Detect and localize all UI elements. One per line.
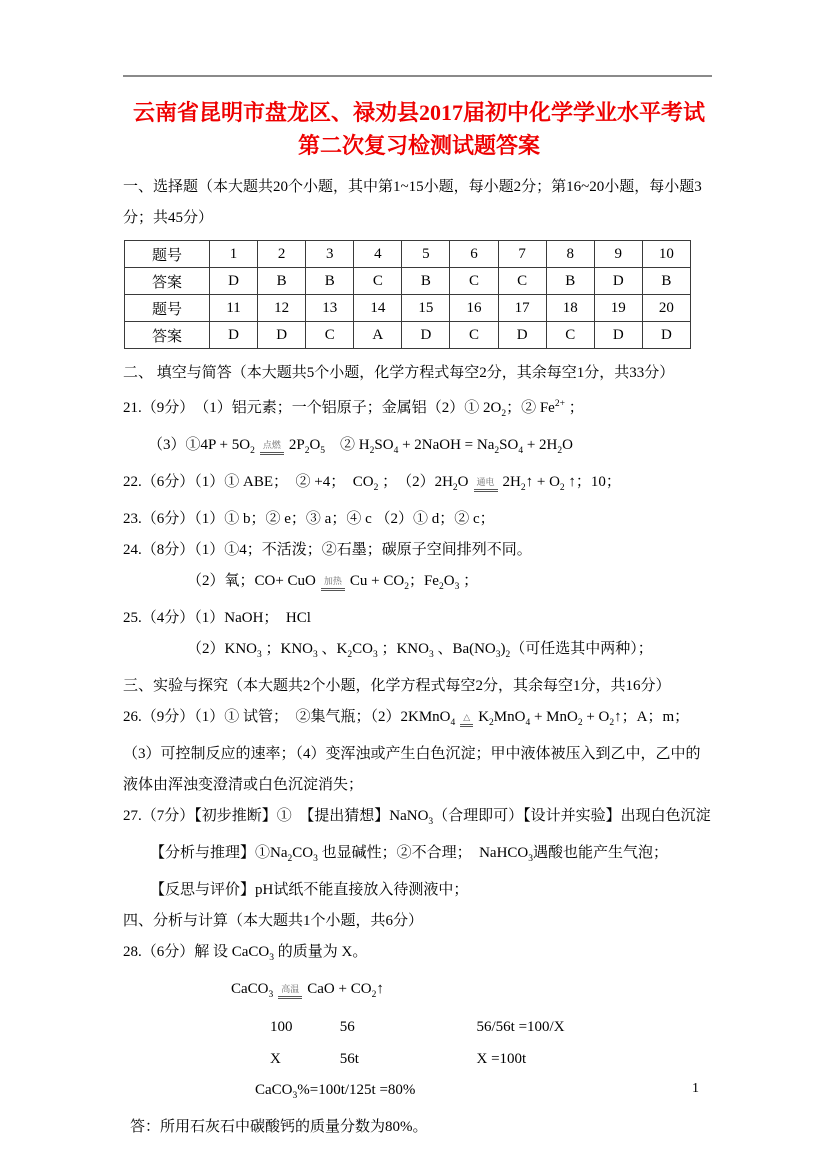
answer-line-27-3 (123, 875, 715, 906)
answer-cell: 3 (306, 241, 354, 268)
answer-cell: B (258, 268, 306, 295)
answer-line-23 (123, 504, 715, 535)
answer-cell: D (594, 268, 642, 295)
answer-cell: 5 (402, 241, 450, 268)
table-row (125, 241, 691, 268)
text-segment: ；② Fe (506, 400, 555, 416)
text-segment: Cu + CO (349, 573, 405, 589)
answer-line-22 (123, 467, 715, 504)
answer-cell: 14 (354, 295, 402, 322)
answer-line-26-3 (123, 739, 715, 801)
answer-cell: 11 (210, 295, 258, 322)
answer-cell: 17 (498, 295, 546, 322)
subscript: 2 (371, 990, 377, 1000)
answer-cell: 13 (306, 295, 354, 322)
section-one-header: 一、选择题（本大题共20个小题，其中第1~15小题，每小题2分；第16~20小题，每小题3分；共45分） (123, 179, 702, 226)
subscript: 2 (369, 446, 375, 456)
answer-line-27-2 (123, 838, 715, 875)
subscript: 3 (495, 650, 501, 660)
answer-line-25-2 (123, 634, 715, 671)
subscript: 2 (287, 854, 293, 864)
subscript: 2 (347, 650, 353, 660)
subscript: 3 (454, 582, 460, 592)
row-header-cell: 答案 (125, 268, 210, 295)
answer-cell: D (642, 322, 690, 349)
answer-cell: 6 (450, 241, 498, 268)
answer-line-28-final (123, 1112, 715, 1143)
reaction-condition: △ (460, 712, 473, 727)
text-segment: 21.（9分） （1）铝元素；一个铝原子；金属铝（2）① 2O (123, 400, 502, 416)
answer-line-27-1 (123, 801, 715, 838)
text-segment: ；KNO (377, 641, 429, 657)
text-segment: + 2NaOH = Na (398, 437, 495, 453)
answer-cell: 4 (354, 241, 402, 268)
calc-unknown-x: X (270, 1051, 281, 1067)
answer-cell: C (498, 268, 546, 295)
subscript: 4 (518, 446, 524, 456)
answer-cell: 7 (498, 241, 546, 268)
text-segment: CaO + CO (307, 981, 372, 997)
subscript: 3 (268, 990, 274, 1000)
text-segment: 22.（6分）（1）① ABE； ② +4； CO (123, 474, 374, 490)
text-segment: K (478, 709, 490, 725)
row-header-cell: 答案 (125, 322, 210, 349)
text-segment: ) (500, 641, 506, 657)
answer-table-body (125, 241, 691, 349)
answer-cell: D (498, 322, 546, 349)
subscript: 3 (257, 650, 262, 660)
text-segment: O (443, 573, 455, 589)
text-segment: （2）KNO (187, 641, 257, 657)
subscript: 2 (304, 446, 310, 456)
answer-cell: D (402, 322, 450, 349)
text-segment: ↑ (376, 981, 384, 997)
subscript: 2 (505, 650, 511, 660)
reaction-condition: 点燃 (260, 440, 284, 455)
answer-cell: 20 (642, 295, 690, 322)
answer-cell: D (258, 322, 306, 349)
document-title: 云南省昆明市盘龙区、禄劝县2017届初中化学学业水平考试第二次复习检测试题答案 (132, 100, 705, 158)
superscript: 2+ (554, 399, 565, 409)
text-segment: 【分析与推理】①Na (150, 845, 288, 861)
text-segment: SO (499, 437, 519, 453)
text-segment: （3）①4P + 5O (148, 437, 251, 453)
answer-line-25-1 (123, 603, 715, 634)
text-segment: 的质量为 X。 (274, 944, 368, 960)
page-number: 1 (692, 1081, 699, 1096)
answer-cell: 18 (546, 295, 594, 322)
text-segment: CO (352, 641, 373, 657)
text-segment: SO (374, 437, 394, 453)
answer-cell: 16 (450, 295, 498, 322)
subscript: 2 (520, 483, 526, 493)
subscript: 2 (250, 446, 255, 456)
reaction-condition: 高温 (278, 984, 302, 999)
table-row (125, 268, 691, 295)
answer-cell: C (450, 322, 498, 349)
answer-cell: 1 (210, 241, 258, 268)
text-segment: （合理即可）【设计并实验】出现白色沉淀 (433, 808, 711, 824)
answer-line-28-percent (123, 1075, 715, 1112)
answer-cell: C (450, 268, 498, 295)
answer-cell: 12 (258, 295, 306, 322)
text-segment: 、K (317, 641, 348, 657)
subscript: 2 (559, 483, 565, 493)
answer-cell: D (210, 322, 258, 349)
answer-cell: C (306, 322, 354, 349)
calc-mass-cao: 56t (339, 1051, 359, 1067)
text-segment: + MnO (530, 709, 578, 725)
answer-table (124, 240, 691, 349)
text-segment: （2）氧；CO+ CuO (187, 573, 316, 589)
subscript: 2 (438, 582, 444, 592)
subscript: 3 (372, 650, 378, 660)
subscript: 2 (452, 483, 458, 493)
reaction-condition: 加热 (321, 576, 345, 591)
text-segment: O (309, 437, 321, 453)
text-segment: ； (459, 573, 479, 589)
text-segment: ↑ + O (525, 474, 560, 490)
calc-row-unknown (123, 1043, 715, 1075)
row-header-cell: 题号 (125, 241, 210, 268)
answer-cell: 19 (594, 295, 642, 322)
answer-cell: 10 (642, 241, 690, 268)
table-row (125, 322, 691, 349)
page-header-rule (123, 75, 712, 77)
subscript: 2 (404, 582, 409, 592)
answer-cell: D (594, 322, 642, 349)
subscript: 2 (577, 718, 583, 728)
text-segment: 答：所用石灰石中碳酸钙的质量分数为80%。 (130, 1119, 428, 1135)
calc-row-molar (123, 1011, 715, 1043)
section-four-header: 四、分析与计算（本大题共1个小题，共6分） (123, 913, 424, 929)
answer-cell: B (402, 268, 450, 295)
subscript: 3 (269, 953, 275, 963)
subscript: 4 (393, 446, 399, 456)
answer-cell: 15 (402, 295, 450, 322)
subscript: 5 (320, 446, 326, 456)
reaction-condition: 通电 (474, 477, 498, 492)
subscript: 2 (557, 446, 563, 456)
text-segment: ↑；A；m； (614, 709, 690, 725)
text-segment: ② H (325, 437, 370, 453)
calc-solution: X =100t (476, 1051, 527, 1067)
text-segment: ；KNO (261, 641, 313, 657)
row-header-cell: 题号 (125, 295, 210, 322)
answer-cell: C (354, 268, 402, 295)
text-segment: 23.（6分）（1）① b；② e；③ a；④ c （2）① d；② c； (123, 511, 495, 527)
text-segment: O (457, 474, 469, 490)
subscript: 3 (428, 817, 434, 827)
text-segment: 也显碱性；②不合理； NaHCO (317, 845, 529, 861)
section-two-header: 二、 填空与简答（本大题共5个小题，化学方程式每空2分，其余每空1分，共33分） (123, 365, 675, 381)
subscript: 2 (489, 718, 494, 728)
answer-cell: A (354, 322, 402, 349)
text-segment: O (562, 437, 573, 453)
answer-cell: B (306, 268, 354, 295)
calc-molar-mass-caco3: 100 (270, 1019, 293, 1035)
document-content (123, 88, 715, 1143)
text-segment: ；Fe (408, 573, 439, 589)
text-segment: ； （2）2H (378, 474, 453, 490)
text-segment: 遇酸也能产生气泡； (533, 845, 669, 861)
subscript: 2 (494, 446, 500, 456)
answer-line-28-equation (123, 974, 715, 1011)
text-segment: ； (564, 400, 584, 416)
section-three-header: 三、实验与探究（本大题共2个小题，化学方程式每空2分，其余每空1分，共16分） (123, 678, 671, 694)
subscript: 4 (525, 718, 531, 728)
subscript: 2 (609, 718, 615, 728)
text-segment: 27.（7分）【初步推断】① 【提出猜想】NaNO (123, 808, 429, 824)
text-segment: + O (582, 709, 610, 725)
text-segment: 24.（8分）（1）①4；不活泼；②石墨；碳原子空间排列不同。 (123, 542, 532, 558)
text-segment: 2H (502, 474, 521, 490)
answer-cell: B (642, 268, 690, 295)
text-segment: （可任选其中两种）； (510, 641, 653, 657)
subscript: 3 (313, 854, 318, 864)
answer-line-26-1 (123, 702, 715, 739)
text-segment: CO (292, 845, 314, 861)
calc-molar-mass-cao: 56 (339, 1019, 355, 1035)
calc-proportion: 56/56t =100/X (476, 1019, 565, 1035)
text-segment: CaCO (255, 1082, 293, 1098)
answer-cell: B (546, 268, 594, 295)
text-segment: + 2H (523, 437, 558, 453)
answer-cell: C (546, 322, 594, 349)
text-segment: %=100t/125t =80% (297, 1082, 416, 1098)
subscript: 3 (313, 650, 318, 660)
subscript: 3 (428, 650, 434, 660)
text-segment: 2P (288, 437, 305, 453)
text-segment: MnO (493, 709, 526, 725)
text-segment: 、Ba(NO (433, 641, 496, 657)
answer-line-21-3 (123, 430, 715, 467)
answer-line-24-1 (123, 535, 715, 566)
text-segment: 25.（4分）（1）NaOH； HCl (123, 610, 311, 626)
subscript: 3 (528, 854, 534, 864)
answer-line-21-1 (123, 389, 715, 430)
subscript: 4 (450, 718, 456, 728)
text-segment: 28.（6分）解 设 CaCO (123, 944, 270, 960)
text-segment: （3）可控制反应的速率；（4）变浑浊或产生白色沉淀；甲中液体被压入到乙中，乙中的液体由浑浊变澄清或白色沉淀消失； (123, 746, 701, 793)
text-segment: ↑；10； (564, 474, 621, 490)
subscript: 2 (373, 483, 379, 493)
subscript: 3 (292, 1091, 298, 1101)
answer-cell: D (210, 268, 258, 295)
answer-line-24-2 (123, 566, 715, 603)
answer-cell: 8 (546, 241, 594, 268)
answer-cell: 2 (258, 241, 306, 268)
text-segment: 26.（9分）（1）① 试管； ②集气瓶；（2）2KMnO (123, 709, 451, 725)
table-row (125, 295, 691, 322)
text-segment: CaCO (231, 981, 269, 997)
text-segment: 【反思与评价】pH试纸不能直接放入待测液中； (150, 882, 469, 898)
answer-cell: 9 (594, 241, 642, 268)
answer-line-28-setup (123, 937, 715, 974)
subscript: 2 (501, 409, 507, 419)
